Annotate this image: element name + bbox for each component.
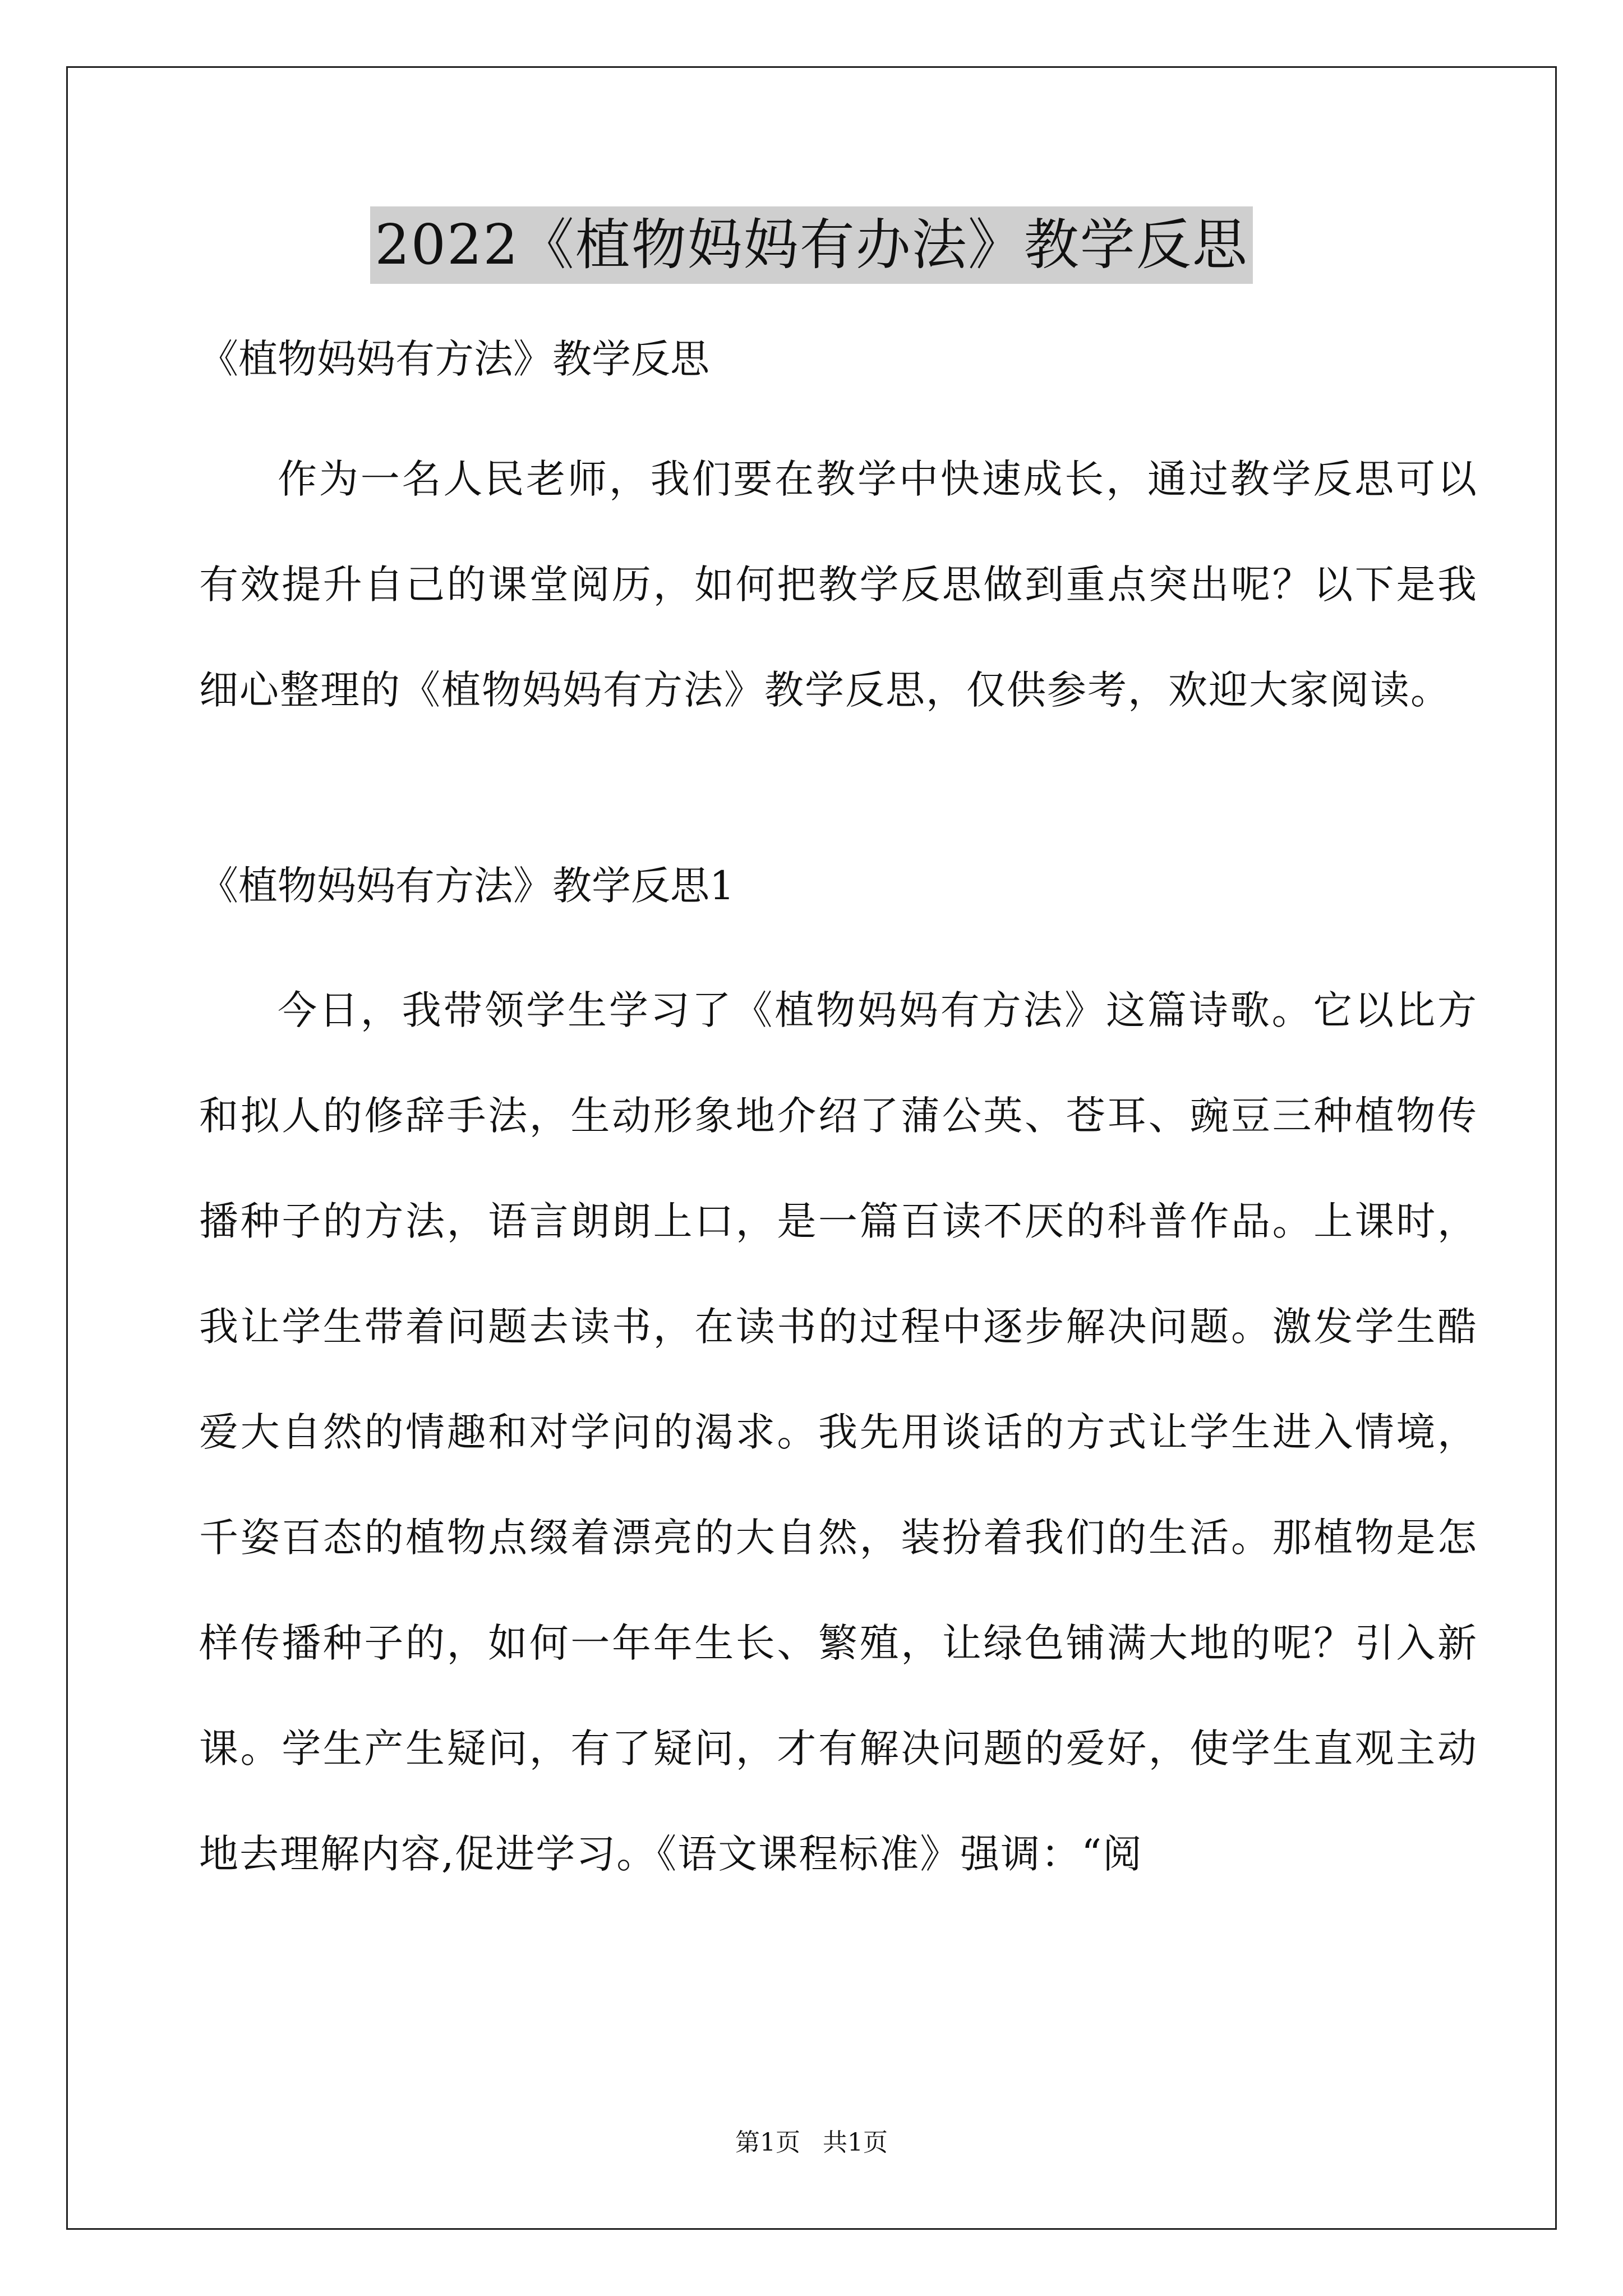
title-container <box>0 206 1623 284</box>
page-number: 第1页 <box>735 2128 800 2157</box>
page-footer <box>0 2126 1623 2160</box>
document-title: 2022《植物妈妈有办法》教学反思 <box>370 206 1252 284</box>
section-heading-intro: 《植物妈妈有方法》教学反思 <box>199 336 709 382</box>
section-paragraph-1: 今日，我带领学生学习了《植物妈妈有方法》这篇诗歌。它以比方和拟人的修辞手法，生动形象地介绍了蒲公英、苍耳、豌豆三种植物传播种子的方法，语言朗朗上口，是一篇百读不厌的科普作品。上课时，我让学生带着问题去读书，在读书的过程中逐步解决问题。激发学生酷爱大自然的情趣和对学问的渴求。我先用谈话的方式让学生进入情境，千姿百态的植物点缀着漂亮的大自然，装扮着我们的生活。那植物是怎样传播种子的，如何一年年生长、繁殖，让绿色铺满大地的呢？引入新课。学生产生疑问，有了疑问，才有解决问题的爱好，使学生直观主动地去理解内容,促进学习。《语文课程标准》强调：“阅 <box>199 987 1478 1877</box>
section-heading-1: 《植物妈妈有方法》教学反思1 <box>199 863 735 909</box>
section-paragraph-intro: 作为一名人民老师，我们要在教学中快速成长，通过教学反思可以有效提升自己的课堂阅历，如何把教学反思做到重点突出呢？以下是我细心整理的《植物妈妈有方法》教学反思，仅供参考，欢迎大家阅读。 <box>199 456 1478 713</box>
document-body <box>199 331 1478 1907</box>
page-total: 共1页 <box>823 2128 888 2157</box>
